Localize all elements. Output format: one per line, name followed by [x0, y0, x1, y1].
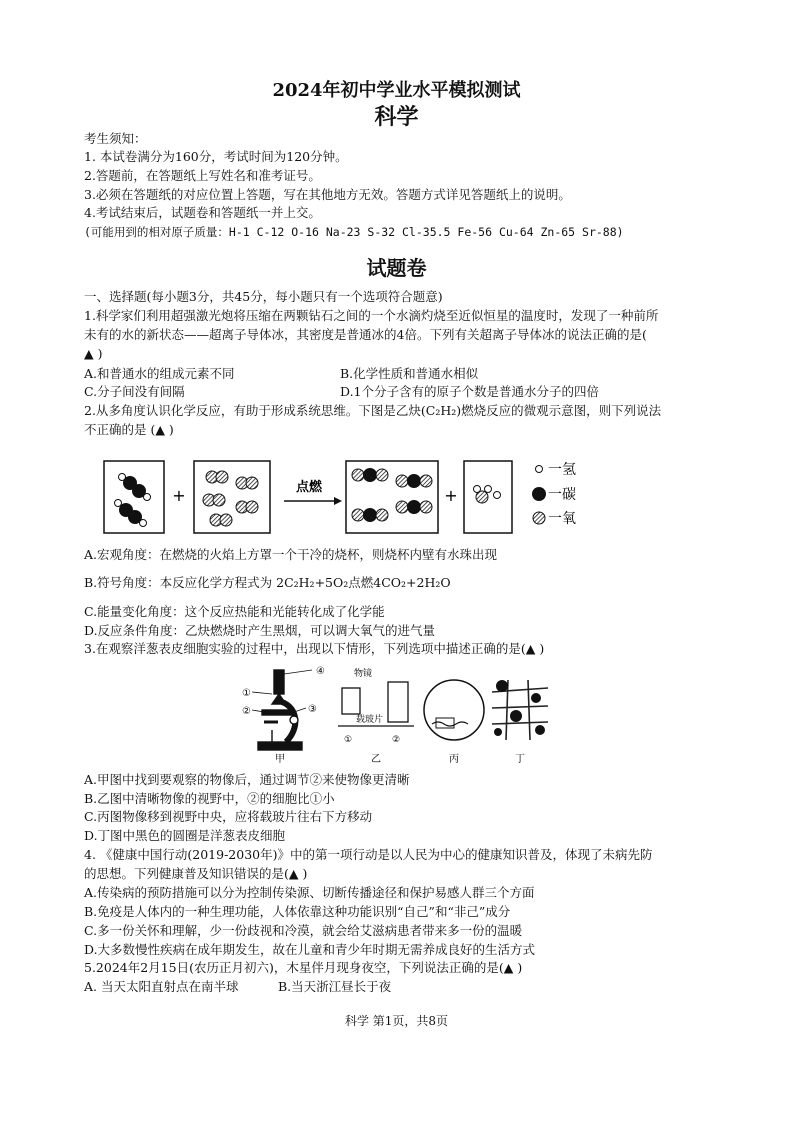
- q4-option-c: C.多一份关怀和理解，少一份歧视和冷漠，就会给艾滋病患者带来多一份的温暖: [84, 923, 523, 938]
- field-of-view-ding: [492, 680, 548, 740]
- q3-stem: 3.在观察洋葱表皮细胞实验的过程中，出现以下情形，下列选项中描述正确的是(▲ ): [84, 641, 545, 656]
- q3-option-a: A.甲图中找到要观察的物像后，通过调节②来使物像更清晰: [84, 772, 410, 787]
- q4-option-d: D.大多数慢性疾病在成年期发生，故在儿童和青少年时期无需养成良好的生活方式: [84, 942, 536, 957]
- q1-option-c: C.分子间没有间隔: [84, 384, 185, 399]
- subject-title: 科学: [374, 104, 419, 130]
- q5-stem: 5.2024年2月15日(农历正月初六)，木星伴月现身夜空，下列说法正确的是(▲ ): [84, 960, 523, 975]
- oxygen-legend-marker: [533, 512, 545, 524]
- q1-option-a: A.和普通水的组成元素不同: [84, 366, 235, 381]
- hydrogen-legend-marker: [536, 466, 543, 473]
- label-objective: 物镜: [354, 669, 373, 679]
- notice-item: 2.答题前，在答题纸上写姓名和准考证号。: [84, 168, 321, 183]
- legend-hydrogen: 一氢: [548, 462, 576, 478]
- notice-item: 3.必须在答题纸的对应位置上答题，写在其他地方无效。答题方式详见答题纸上的说明。: [84, 187, 571, 202]
- microscope-drawing: [258, 670, 302, 750]
- water-molecules: [474, 486, 501, 504]
- notice-item: 4.考试结束后，试题卷和答题纸一并上交。: [84, 205, 321, 220]
- q2-option-a: A.宏观角度：在燃烧的火焰上方罩一个干冷的烧杯，则烧杯内壁有水珠出现: [84, 547, 498, 562]
- legend-carbon: 一碳: [548, 487, 576, 503]
- notice-heading: 考生须知：: [84, 131, 147, 146]
- oxygen-molecules: [203, 471, 258, 526]
- q1-option-b: B.化学性质和普通水相似: [340, 366, 479, 381]
- figure-label-jia: 甲: [275, 754, 285, 765]
- co2-molecules: [352, 468, 432, 522]
- legend-oxygen: 一氧: [548, 511, 576, 527]
- section-title: 试题卷: [366, 256, 427, 280]
- plus-sign: +: [172, 486, 186, 505]
- q1-stem: 未有的水的新状态——超离子导体冰，其密度是普通冰的4倍。下列有关超离子导体冰的说法正确的是(: [84, 327, 647, 342]
- q1-stem: ▲ ): [84, 346, 103, 361]
- reaction-arrow-head: [334, 497, 342, 505]
- q5-option-b: B.当天浙江昼长于夜: [278, 979, 392, 994]
- q4-option-b: B.免疫是人体内的一种生理功能，人体依靠这种功能识别“自己”和“非己”成分: [84, 904, 511, 919]
- figure-label-bing: 丙: [449, 754, 459, 765]
- label-obj-1: ①: [344, 735, 353, 745]
- q3-option-c: C.丙图物像移到视野中央，应将载玻片往右下方移动: [84, 809, 373, 824]
- label-slide: 载玻片: [356, 715, 384, 725]
- q4-stem: 4. 《健康中国行动(2019-2030年)》中的第一项行动是以人民为中心的健康知识普及，体现了未病先防: [84, 847, 653, 862]
- q2-option-b: B.符号角度：本反应化学方程式为 2C₂H₂+5O₂点燃4CO₂+2H₂O: [84, 575, 451, 590]
- q4-stem: 的思想。下列健康普及知识错误的是(▲ ): [84, 866, 308, 881]
- q2-option-d: D.反应条件角度：乙炔燃烧时产生黑烟，可以调大氧气的进气量: [84, 623, 436, 638]
- legend: [532, 462, 576, 527]
- q3-option-d: D.丁图中黑色的圆圈是洋葱表皮细胞: [84, 828, 286, 843]
- q2-option-c: C.能量变化角度：这个反应热能和光能转化成了化学能: [84, 604, 385, 619]
- q3-option-b: B.乙图中清晰物像的视野中，②的细胞比①小: [84, 791, 335, 806]
- part1-heading: 一、选择题(每小题3分，共45分，每小题只有一个选项符合题意): [84, 289, 443, 304]
- q4-option-a: A.传染病的预防措施可以分为控制传染源、切断传播途径和保护易感人群三个方面: [84, 885, 535, 900]
- atomic-masses: (可能用到的相对原子质量：H-1 C-12 O-16 Na-23 S-32 Cl-35.5 Fe-56 Cu-64 Zn-65 Sr-88): [84, 225, 624, 239]
- label-obj-2: ②: [392, 735, 401, 745]
- label-4: ④: [316, 666, 325, 677]
- microscope-figure: [236, 662, 556, 766]
- figure-label-ding: 丁: [515, 754, 525, 765]
- reaction-diagram: [96, 455, 656, 539]
- q2-stem: 不正确的是 (▲ ): [84, 422, 174, 437]
- plus-sign: +: [444, 486, 458, 505]
- q5-option-a: A. 当天太阳直射点在南半球: [84, 979, 239, 994]
- page-footer: 科学 第1页，共8页: [344, 1014, 449, 1028]
- label-2: ②: [242, 706, 251, 717]
- q2-stem: 2.从多角度认识化学反应，有助于形成系统思维。下图是乙炔(C₂H₂)燃烧反应的微观示意图，则下列说法: [84, 403, 662, 418]
- acetylene-molecule: [115, 500, 147, 527]
- notice-item: 1. 本试卷满分为160分，考试时间为120分钟。: [84, 149, 348, 164]
- acetylene-molecule: [119, 474, 151, 501]
- exam-title: 2024年初中学业水平模拟测试: [272, 80, 521, 101]
- label-1: ①: [242, 688, 251, 699]
- label-3: ③: [308, 704, 317, 715]
- arrow-label-ignite: 点燃: [295, 480, 323, 495]
- carbon-legend-marker: [532, 487, 546, 501]
- figure-label-yi: 乙: [371, 754, 381, 765]
- q1-option-d: D.1个分子含有的原子个数是普通水分子的四倍: [340, 384, 600, 399]
- q1-stem: 1.科学家们利用超强激光炮将压缩在两颗钻石之间的一个水滴灼烧至近似恒星的温度时，发现了一种前所: [84, 308, 659, 323]
- field-of-view-bing: [424, 680, 484, 740]
